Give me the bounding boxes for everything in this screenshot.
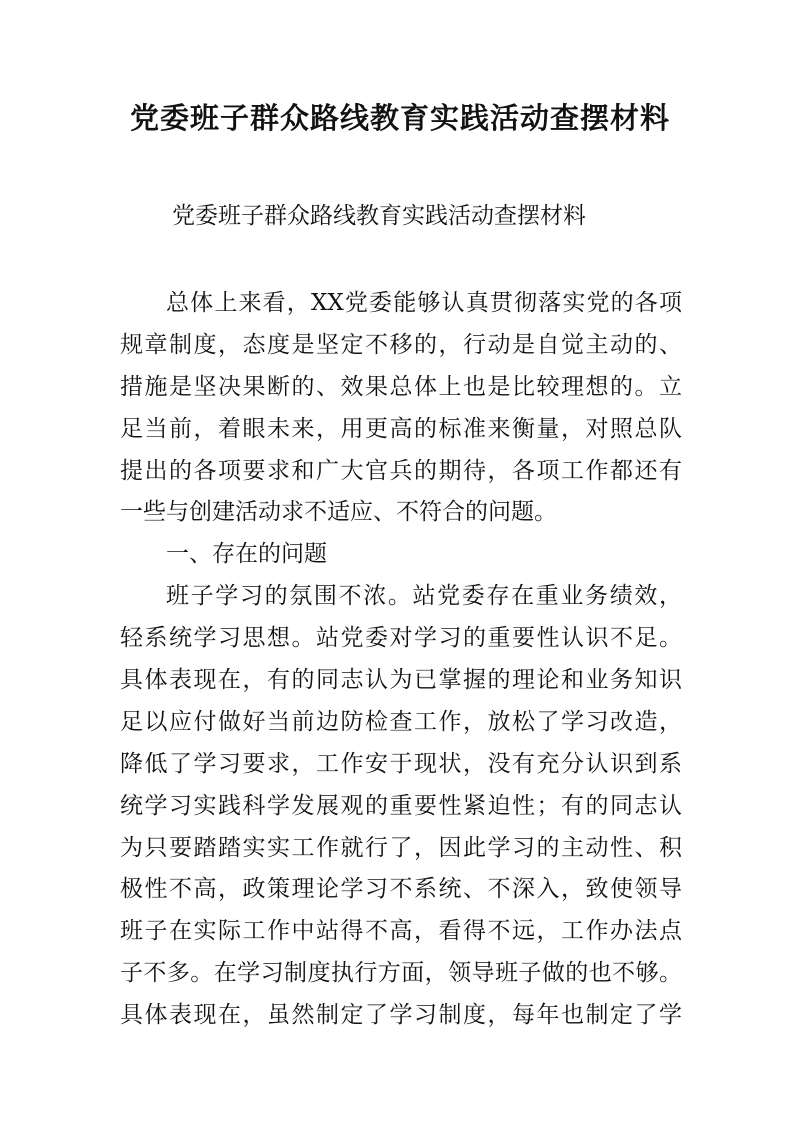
paragraph-line: 轻系统学习思想。站党委对学习的重要性认识不足。 [120,625,682,652]
paragraph-line: 极性不高，政策理论学习不系统、不深入，致使领导 [120,876,682,903]
section-heading [120,534,682,576]
paragraph-line: 总体上来看，XX党委能够认真贯彻落实党的各项 [166,290,682,316]
paragraph-line: 班子学习的氛围不浓。站党委存在重业务绩效， [166,583,682,610]
document-subtitle: 党委班子群众路线教育实践活动查摆材料 [172,203,586,229]
paragraph-line: 足以应付做好当前边防检查工作，放松了学习改造， [120,708,682,735]
paragraph-line: 具体表现在，有的同志认为已掌握的理论和业务知识 [120,667,682,694]
paragraph-overview [120,283,682,534]
paragraph-line: 具体表现在，虽然制定了学习制度，每年也制定了学 [120,1002,682,1029]
paragraph-line: 足当前，着眼未来，用更高的标准来衡量，对照总队 [120,415,682,442]
section-heading-text: 一、存在的问题 [166,541,327,568]
paragraph-line: 子不多。在学习制度执行方面，领导班子做的也不够。 [120,960,682,987]
paragraph-line: 为只要踏踏实实工作就行了，因此学习的主动性、积 [120,834,682,861]
paragraph-line: 降低了学习要求，工作安于现状，没有充分认识到系 [120,750,682,777]
paragraph-study-atmosphere [120,576,682,1037]
paragraph-line: 统学习实践科学发展观的重要性紧迫性；有的同志认 [120,792,682,819]
paragraph-line: 措施是坚决果断的、效果总体上也是比较理想的。立 [120,373,682,400]
document-body [120,283,682,1037]
paragraph-line: 规章制度，态度是坚定不移的，行动是自觉主动的、 [120,331,682,358]
paragraph-line: 提出的各项要求和广大官兵的期待，各项工作都还有 [120,457,682,484]
document-title: 党委班子群众路线教育实践活动查摆材料 [129,101,670,135]
paragraph-line: 一些与创建活动求不适应、不符合的问题。 [120,499,557,526]
paragraph-line: 班子在实际工作中站得不高，看得不远，工作办法点 [120,918,682,945]
